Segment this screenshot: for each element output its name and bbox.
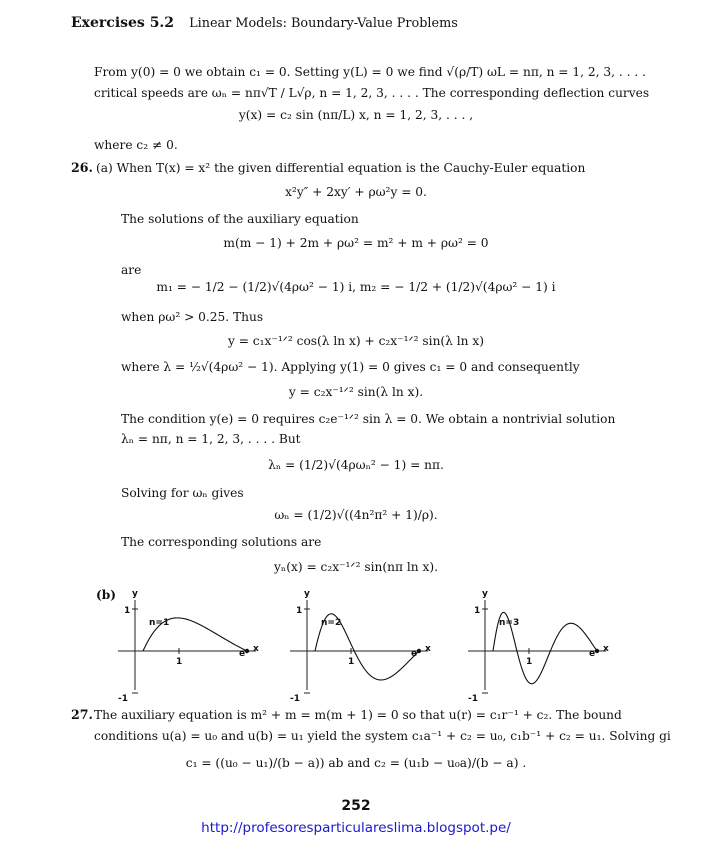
equation: x²y″ + 2xy′ + ρω²y = 0. xyxy=(285,185,427,199)
page-header xyxy=(71,12,458,31)
text-line: conditions u(a) = u₀ and u(b) = u₁ yield the system c₁a⁻¹ + c₂ = u₀, c₁b⁻¹ + c₂ = u₁. Solving gi xyxy=(94,729,671,743)
equation: ωₙ = (1/2)√((4n²π² + 1)/ρ). xyxy=(274,508,438,522)
y-axis-label: y xyxy=(132,589,138,599)
endpoint-marker xyxy=(595,649,599,653)
text-line: where λ = ½√(4ρω² − 1). Applying y(1) = 0 gives c₁ = 0 and consequently xyxy=(121,360,580,374)
e-label: e xyxy=(589,649,596,659)
text-line: critical speeds are ωₙ = nπ√T / L√ρ, n = 1, 2, 3, . . . . The corresponding deflection curves xyxy=(94,86,650,100)
plot-n1 xyxy=(118,586,270,704)
y-tick-label: -1 xyxy=(118,694,128,704)
text-line: where c₂ ≠ 0. xyxy=(94,138,178,152)
problem-number: 27. xyxy=(71,707,93,722)
equation: y(x) = c₂ sin (nπ/L) x, n = 1, 2, 3, . . . , xyxy=(238,108,474,122)
plot-n3 xyxy=(468,586,620,704)
plot-n2 xyxy=(290,586,442,704)
endpoint-marker xyxy=(417,649,421,653)
x-axis-label: x xyxy=(425,644,431,654)
y-axis-label: y xyxy=(304,589,310,599)
e-label: e xyxy=(239,649,246,659)
text-line: The condition y(e) = 0 requires c₂e⁻¹ᐟ² sin λ = 0. We obtain a nontrivial solution xyxy=(121,412,616,426)
equation: yₙ(x) = c₂x⁻¹ᐟ² sin(nπ ln x). xyxy=(274,560,438,574)
equation: c₁ = ((u₀ − u₁)/(b − a)) ab and c₂ = (u₁b − u₀a)/(b − a) . xyxy=(185,756,527,770)
y-tick-label: 1 xyxy=(474,606,481,616)
n-label: n=3 xyxy=(499,618,520,628)
equation: y = c₁x⁻¹ᐟ² cos(λ ln x) + c₂x⁻¹ᐟ² sin(λ ln x) xyxy=(227,334,485,348)
text-line: λₙ = nπ, n = 1, 2, 3, . . . . But xyxy=(121,432,301,446)
x-tick-label: 1 xyxy=(348,657,355,667)
n-label: n=2 xyxy=(321,618,342,628)
part-label: (b) xyxy=(96,588,117,602)
y-tick-label: 1 xyxy=(124,606,131,616)
y-tick-label: 1 xyxy=(296,606,303,616)
text-line: when ρω² > 0.25. Thus xyxy=(121,310,264,324)
text-line: The solutions of the auxiliary equation xyxy=(121,212,359,226)
y-axis-label: y xyxy=(482,589,488,599)
text-line: (a) When T(x) = x² the given differential equation is the Cauchy-Euler equation xyxy=(96,161,586,175)
text-line: are xyxy=(121,263,142,277)
x-axis-label: x xyxy=(253,644,259,654)
section-label: Exercises 5.2 xyxy=(71,15,175,31)
source-url[interactable]: http://profesoresparticulareslima.blogspot.pe/ xyxy=(201,820,511,836)
problem-number: 26. xyxy=(71,160,93,175)
text-line: Solving for ωₙ gives xyxy=(121,486,244,500)
equation: y = c₂x⁻¹ᐟ² sin(λ ln x). xyxy=(288,385,424,399)
e-label: e xyxy=(411,649,418,659)
y-tick-label: -1 xyxy=(290,694,300,704)
page-number: 252 xyxy=(341,798,371,814)
equation: m(m − 1) + 2m + ρω² = m² + m + ρω² = 0 xyxy=(223,236,489,250)
text-line: The auxiliary equation is m² + m = m(m + 1) = 0 so that u(r) = c₁r⁻¹ + c₂. The bound xyxy=(94,708,622,722)
x-tick-label: 1 xyxy=(526,657,533,667)
header-title: Linear Models: Boundary-Value Problems xyxy=(189,16,458,31)
text-line: The corresponding solutions are xyxy=(121,535,322,549)
equation: λₙ = (1/2)√(4ρωₙ² − 1) = nπ. xyxy=(268,458,444,472)
x-tick-label: 1 xyxy=(176,657,183,667)
endpoint-marker xyxy=(245,649,249,653)
text-line: From y(0) = 0 we obtain c₁ = 0. Setting y(L) = 0 we find √(ρ/T) ωL = nπ, n = 1, 2, 3, . . . . xyxy=(94,65,647,79)
n-label: n=1 xyxy=(149,618,170,628)
equation: m₁ = − 1/2 − (1/2)√(4ρω² − 1) i, m₂ = − 1/2 + (1/2)√(4ρω² − 1) i xyxy=(156,280,556,294)
x-axis-label: x xyxy=(603,644,609,654)
y-tick-label: -1 xyxy=(468,694,478,704)
